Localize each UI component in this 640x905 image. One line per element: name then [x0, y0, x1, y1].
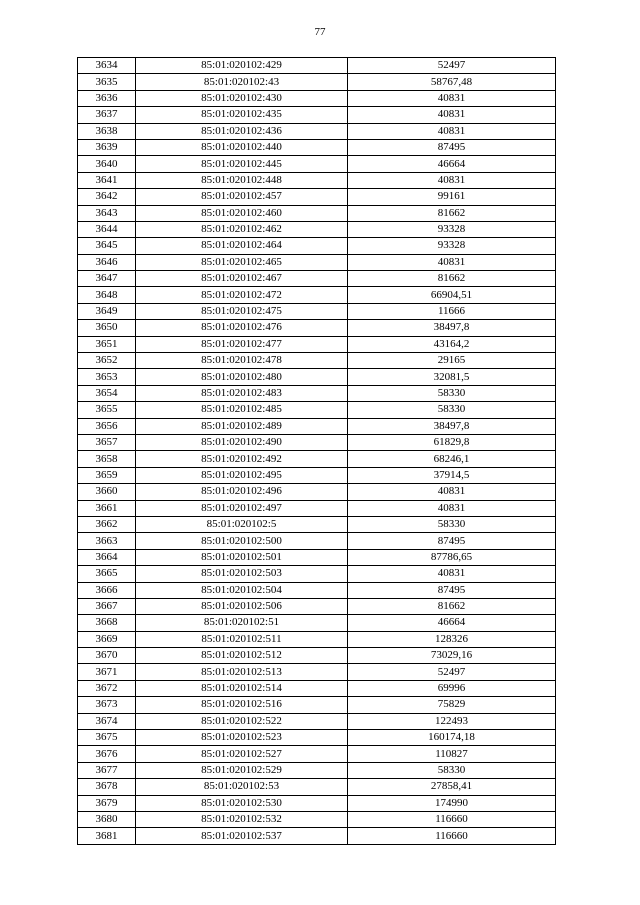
table-row: [78, 795, 556, 811]
value-cell: 61829,8: [348, 434, 556, 450]
row-number-cell: 3671: [78, 664, 136, 680]
cadastral-number-cell: 85:01:020102:435: [136, 107, 348, 123]
table-row: [78, 172, 556, 188]
row-number-cell: 3678: [78, 779, 136, 795]
table-row: [78, 828, 556, 844]
table-row: [78, 287, 556, 303]
value-cell: 66904,51: [348, 287, 556, 303]
cadastral-number-cell: 85:01:020102:429: [136, 58, 348, 74]
cadastral-number-cell: 85:01:020102:506: [136, 598, 348, 614]
table-row: [78, 730, 556, 746]
cadastral-number-cell: 85:01:020102:527: [136, 746, 348, 762]
table-row: [78, 680, 556, 696]
cadastral-number-cell: 85:01:020102:490: [136, 434, 348, 450]
cadastral-number-cell: 85:01:020102:522: [136, 713, 348, 729]
cadastral-number-cell: 85:01:020102:495: [136, 467, 348, 483]
table-row: [78, 762, 556, 778]
cadastral-number-cell: 85:01:020102:516: [136, 697, 348, 713]
table-row: [78, 500, 556, 516]
value-cell: 58330: [348, 516, 556, 532]
value-cell: 40831: [348, 484, 556, 500]
value-cell: 122493: [348, 713, 556, 729]
value-cell: 73029,16: [348, 648, 556, 664]
cadastral-number-cell: 85:01:020102:513: [136, 664, 348, 680]
value-cell: 58330: [348, 402, 556, 418]
cadastral-number-cell: 85:01:020102:511: [136, 631, 348, 647]
cadastral-number-cell: 85:01:020102:514: [136, 680, 348, 696]
value-cell: 58330: [348, 762, 556, 778]
value-cell: 81662: [348, 598, 556, 614]
row-number-cell: 3648: [78, 287, 136, 303]
row-number-cell: 3642: [78, 189, 136, 205]
row-number-cell: 3675: [78, 730, 136, 746]
row-number-cell: 3661: [78, 500, 136, 516]
cadastral-number-cell: 85:01:020102:462: [136, 221, 348, 237]
table-row: [78, 205, 556, 221]
table-row: [78, 664, 556, 680]
table-row: [78, 385, 556, 401]
table-row: [78, 598, 556, 614]
cadastral-number-cell: 85:01:020102:476: [136, 320, 348, 336]
row-number-cell: 3655: [78, 402, 136, 418]
row-number-cell: 3640: [78, 156, 136, 172]
cadastral-number-cell: 85:01:020102:51: [136, 615, 348, 631]
cadastral-number-cell: 85:01:020102:430: [136, 90, 348, 106]
row-number-cell: 3677: [78, 762, 136, 778]
cadastral-number-cell: 85:01:020102:483: [136, 385, 348, 401]
row-number-cell: 3672: [78, 680, 136, 696]
cadastral-number-cell: 85:01:020102:467: [136, 271, 348, 287]
value-cell: 99161: [348, 189, 556, 205]
row-number-cell: 3664: [78, 549, 136, 565]
cadastral-number-cell: 85:01:020102:53: [136, 779, 348, 795]
row-number-cell: 3639: [78, 139, 136, 155]
value-cell: 81662: [348, 205, 556, 221]
table-row: [78, 238, 556, 254]
value-cell: 40831: [348, 254, 556, 270]
row-number-cell: 3645: [78, 238, 136, 254]
cadastral-number-cell: 85:01:020102:465: [136, 254, 348, 270]
table-row: [78, 402, 556, 418]
table-row: [78, 189, 556, 205]
data-table: [77, 57, 556, 845]
table-row: [78, 123, 556, 139]
cadastral-number-cell: 85:01:020102:537: [136, 828, 348, 844]
value-cell: 52497: [348, 58, 556, 74]
table-row: [78, 271, 556, 287]
value-cell: 174990: [348, 795, 556, 811]
cadastral-number-cell: 85:01:020102:436: [136, 123, 348, 139]
cadastral-number-cell: 85:01:020102:532: [136, 811, 348, 827]
table-row: [78, 533, 556, 549]
value-cell: 40831: [348, 90, 556, 106]
table-row: [78, 254, 556, 270]
row-number-cell: 3673: [78, 697, 136, 713]
value-cell: 160174,18: [348, 730, 556, 746]
table-row: [78, 90, 556, 106]
table-row: [78, 107, 556, 123]
cadastral-number-cell: 85:01:020102:448: [136, 172, 348, 188]
row-number-cell: 3647: [78, 271, 136, 287]
table-row: [78, 615, 556, 631]
row-number-cell: 3652: [78, 353, 136, 369]
value-cell: 93328: [348, 238, 556, 254]
table-row: [78, 811, 556, 827]
table-row: [78, 139, 556, 155]
cadastral-number-cell: 85:01:020102:477: [136, 336, 348, 352]
page-number: 77: [314, 26, 326, 38]
row-number-cell: 3638: [78, 123, 136, 139]
cadastral-number-cell: 85:01:020102:472: [136, 287, 348, 303]
value-cell: 40831: [348, 107, 556, 123]
table-row: [78, 303, 556, 319]
row-number-cell: 3659: [78, 467, 136, 483]
row-number-cell: 3668: [78, 615, 136, 631]
cadastral-number-cell: 85:01:020102:523: [136, 730, 348, 746]
table-row: [78, 582, 556, 598]
row-number-cell: 3634: [78, 58, 136, 74]
value-cell: 43164,2: [348, 336, 556, 352]
value-cell: 27858,41: [348, 779, 556, 795]
cadastral-number-cell: 85:01:020102:496: [136, 484, 348, 500]
row-number-cell: 3646: [78, 254, 136, 270]
row-number-cell: 3650: [78, 320, 136, 336]
table-row: [78, 58, 556, 74]
value-cell: 87495: [348, 582, 556, 598]
value-cell: 46664: [348, 156, 556, 172]
table-row: [78, 631, 556, 647]
value-cell: 40831: [348, 500, 556, 516]
cadastral-number-cell: 85:01:020102:475: [136, 303, 348, 319]
row-number-cell: 3636: [78, 90, 136, 106]
value-cell: 38497,8: [348, 418, 556, 434]
row-number-cell: 3644: [78, 221, 136, 237]
table-body: [78, 58, 556, 845]
value-cell: 128326: [348, 631, 556, 647]
value-cell: 68246,1: [348, 451, 556, 467]
cadastral-number-cell: 85:01:020102:478: [136, 353, 348, 369]
cadastral-number-cell: 85:01:020102:457: [136, 189, 348, 205]
value-cell: 11666: [348, 303, 556, 319]
row-number-cell: 3654: [78, 385, 136, 401]
value-cell: 116660: [348, 828, 556, 844]
value-cell: 40831: [348, 123, 556, 139]
cadastral-number-cell: 85:01:020102:480: [136, 369, 348, 385]
value-cell: 58330: [348, 385, 556, 401]
value-cell: 58767,48: [348, 74, 556, 90]
value-cell: 46664: [348, 615, 556, 631]
value-cell: 40831: [348, 172, 556, 188]
table-row: [78, 434, 556, 450]
table-row: [78, 746, 556, 762]
table-row: [78, 353, 556, 369]
cadastral-number-cell: 85:01:020102:512: [136, 648, 348, 664]
value-cell: 32081,5: [348, 369, 556, 385]
row-number-cell: 3679: [78, 795, 136, 811]
cadastral-number-cell: 85:01:020102:440: [136, 139, 348, 155]
row-number-cell: 3660: [78, 484, 136, 500]
table-row: [78, 336, 556, 352]
table-row: [78, 566, 556, 582]
cadastral-number-cell: 85:01:020102:445: [136, 156, 348, 172]
row-number-cell: 3666: [78, 582, 136, 598]
value-cell: 40831: [348, 566, 556, 582]
value-cell: 110827: [348, 746, 556, 762]
row-number-cell: 3635: [78, 74, 136, 90]
value-cell: 52497: [348, 664, 556, 680]
cadastral-number-cell: 85:01:020102:500: [136, 533, 348, 549]
cadastral-number-cell: 85:01:020102:460: [136, 205, 348, 221]
cadastral-number-cell: 85:01:020102:501: [136, 549, 348, 565]
row-number-cell: 3656: [78, 418, 136, 434]
row-number-cell: 3649: [78, 303, 136, 319]
row-number-cell: 3637: [78, 107, 136, 123]
row-number-cell: 3667: [78, 598, 136, 614]
table-row: [78, 713, 556, 729]
value-cell: 29165: [348, 353, 556, 369]
table-row: [78, 697, 556, 713]
row-number-cell: 3681: [78, 828, 136, 844]
table-row: [78, 320, 556, 336]
row-number-cell: 3657: [78, 434, 136, 450]
table-row: [78, 221, 556, 237]
value-cell: 116660: [348, 811, 556, 827]
row-number-cell: 3670: [78, 648, 136, 664]
table-row: [78, 648, 556, 664]
value-cell: 87495: [348, 139, 556, 155]
row-number-cell: 3658: [78, 451, 136, 467]
value-cell: 87786,65: [348, 549, 556, 565]
table-row: [78, 549, 556, 565]
row-number-cell: 3643: [78, 205, 136, 221]
cadastral-number-cell: 85:01:020102:504: [136, 582, 348, 598]
row-number-cell: 3676: [78, 746, 136, 762]
value-cell: 93328: [348, 221, 556, 237]
cadastral-number-cell: 85:01:020102:43: [136, 74, 348, 90]
cadastral-number-cell: 85:01:020102:497: [136, 500, 348, 516]
cadastral-number-cell: 85:01:020102:464: [136, 238, 348, 254]
table-row: [78, 74, 556, 90]
value-cell: 37914,5: [348, 467, 556, 483]
row-number-cell: 3665: [78, 566, 136, 582]
cadastral-number-cell: 85:01:020102:489: [136, 418, 348, 434]
row-number-cell: 3651: [78, 336, 136, 352]
cadastral-number-cell: 85:01:020102:5: [136, 516, 348, 532]
value-cell: 75829: [348, 697, 556, 713]
table-row: [78, 467, 556, 483]
table-row: [78, 369, 556, 385]
value-cell: 81662: [348, 271, 556, 287]
row-number-cell: 3680: [78, 811, 136, 827]
row-number-cell: 3663: [78, 533, 136, 549]
row-number-cell: 3674: [78, 713, 136, 729]
row-number-cell: 3641: [78, 172, 136, 188]
value-cell: 69996: [348, 680, 556, 696]
row-number-cell: 3653: [78, 369, 136, 385]
table-row: [78, 418, 556, 434]
value-cell: 87495: [348, 533, 556, 549]
row-number-cell: 3669: [78, 631, 136, 647]
cadastral-number-cell: 85:01:020102:530: [136, 795, 348, 811]
cadastral-number-cell: 85:01:020102:492: [136, 451, 348, 467]
table-row: [78, 516, 556, 532]
row-number-cell: 3662: [78, 516, 136, 532]
cadastral-number-cell: 85:01:020102:503: [136, 566, 348, 582]
table-row: [78, 156, 556, 172]
value-cell: 38497,8: [348, 320, 556, 336]
table-row: [78, 779, 556, 795]
table-row: [78, 451, 556, 467]
cadastral-number-cell: 85:01:020102:485: [136, 402, 348, 418]
table-row: [78, 484, 556, 500]
cadastral-number-cell: 85:01:020102:529: [136, 762, 348, 778]
